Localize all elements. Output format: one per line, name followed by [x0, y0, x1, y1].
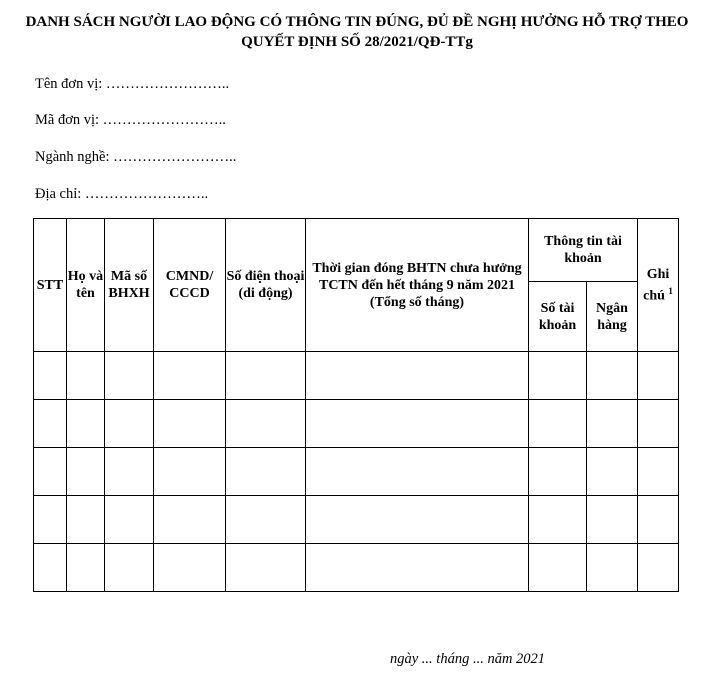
address-field: Địa chỉ: ……………………..: [35, 186, 209, 202]
profession-field: Ngành nghề: ……………………..: [35, 149, 237, 165]
table-cell[interactable]: [67, 448, 105, 496]
unit-code-field: Mã đơn vị: ……………………..: [35, 112, 226, 128]
table-cell[interactable]: [67, 496, 105, 544]
table-cell[interactable]: [226, 496, 306, 544]
table-cell[interactable]: [67, 352, 105, 400]
date-line: ngày ... tháng ... năm 2021: [390, 651, 546, 667]
table-row: [34, 496, 679, 544]
table-cell[interactable]: [226, 544, 306, 592]
unit-name-field: Tên đơn vị: ……………………..: [35, 76, 230, 92]
header-id: CMND/ CCCD: [154, 219, 226, 352]
header-duration: Thời gian đóng BHTN chưa hưởng TCTN đến hết tháng 9 năm 2021 (Tổng số tháng): [306, 219, 529, 352]
table-row: [34, 448, 679, 496]
table-row: [34, 544, 679, 592]
table-cell[interactable]: [34, 400, 67, 448]
table-cell[interactable]: [638, 496, 679, 544]
table-row: [34, 352, 679, 400]
header-bank: Ngân hàng: [587, 282, 638, 352]
table-cell[interactable]: [226, 352, 306, 400]
table-cell[interactable]: [34, 448, 67, 496]
table-cell[interactable]: [105, 352, 154, 400]
table-cell[interactable]: [529, 352, 587, 400]
table-cell[interactable]: [587, 496, 638, 544]
table-cell[interactable]: [529, 400, 587, 448]
table-cell[interactable]: [587, 400, 638, 448]
table-cell[interactable]: [638, 352, 679, 400]
table-cell[interactable]: [306, 544, 529, 592]
table-row: [34, 400, 679, 448]
table-cell[interactable]: [105, 544, 154, 592]
header-bhxh: Mã số BHXH: [105, 219, 154, 352]
header-account-no: Số tài khoản: [529, 282, 587, 352]
table-body: [34, 352, 679, 592]
table-cell[interactable]: [105, 496, 154, 544]
worker-list-table: [33, 218, 679, 592]
table-cell[interactable]: [587, 448, 638, 496]
header-stt: STT: [34, 219, 67, 352]
header-note-label: Ghi chú: [643, 266, 670, 304]
table-cell[interactable]: [638, 400, 679, 448]
table-cell[interactable]: [154, 496, 226, 544]
table-cell[interactable]: [67, 544, 105, 592]
table-cell[interactable]: [306, 448, 529, 496]
header-name: Họ và tên: [67, 219, 105, 352]
header-account-info: Thông tin tài khoản: [529, 219, 638, 282]
table-cell[interactable]: [34, 544, 67, 592]
table-cell[interactable]: [226, 448, 306, 496]
table-cell[interactable]: [34, 352, 67, 400]
table-cell[interactable]: [34, 496, 67, 544]
table-cell[interactable]: [529, 448, 587, 496]
table-cell[interactable]: [226, 400, 306, 448]
footnote-ref: 1: [668, 285, 673, 296]
table-cell[interactable]: [154, 544, 226, 592]
document-title: DANH SÁCH NGƯỜI LAO ĐỘNG CÓ THÔNG TIN ĐÚNG, ĐỦ ĐỀ NGHỊ HƯỞNG HỖ TRỢ THEO QUYẾT ĐỊNH SỐ 28/2021/QĐ-TTg: [25, 14, 689, 50]
table-cell[interactable]: [105, 400, 154, 448]
table-cell[interactable]: [306, 496, 529, 544]
table-cell[interactable]: [587, 544, 638, 592]
table-cell[interactable]: [638, 544, 679, 592]
table-cell[interactable]: [67, 400, 105, 448]
header-note: [638, 219, 679, 352]
table-cell[interactable]: [154, 400, 226, 448]
table-cell[interactable]: [529, 496, 587, 544]
table-cell[interactable]: [154, 448, 226, 496]
table-cell[interactable]: [306, 400, 529, 448]
header-phone: Số điện thoại (di động): [226, 219, 306, 352]
table-cell[interactable]: [529, 544, 587, 592]
table-cell[interactable]: [154, 352, 226, 400]
table-cell[interactable]: [306, 352, 529, 400]
table-cell[interactable]: [587, 352, 638, 400]
table-cell[interactable]: [638, 448, 679, 496]
table-cell[interactable]: [105, 448, 154, 496]
